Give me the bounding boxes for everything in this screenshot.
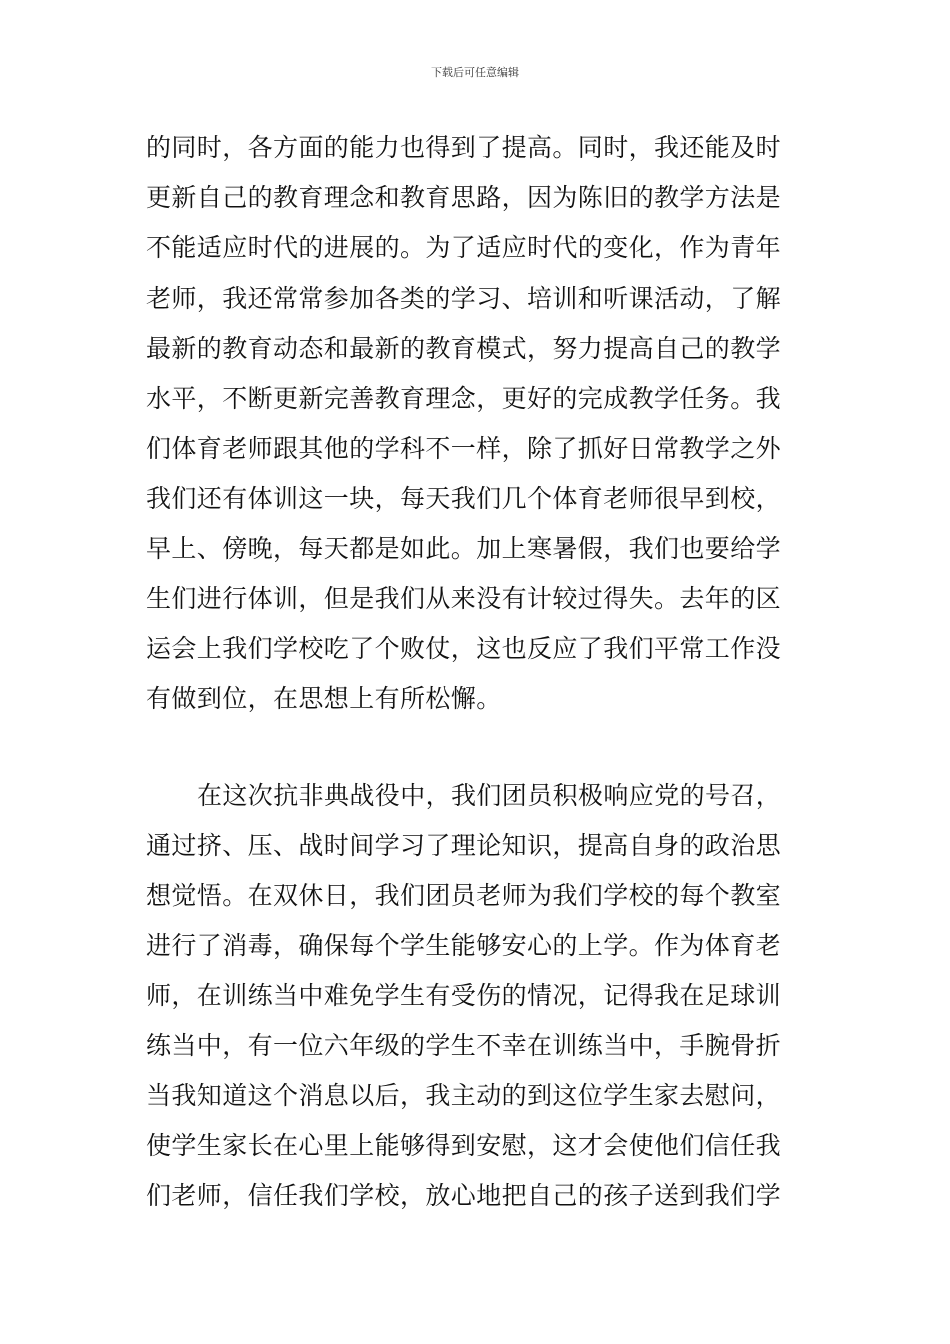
page-header: 下载后可任意编辑: [431, 66, 519, 79]
paragraph-line: 生们进行体训，但是我们从来没有计较过得失。去年的区: [146, 584, 782, 613]
paragraph-line: 师，在训练当中难免学生有受伤的情况，记得我在足球训: [146, 981, 782, 1010]
paragraph-line: 使学生家长在心里上能够得到安慰，这才会使他们信任我: [146, 1131, 782, 1160]
paragraph-line: 的同时，各方面的能力也得到了提高。同时，我还能及时: [146, 133, 782, 162]
paragraph-line: 进行了消毒，确保每个学生能够安心的上学。作为体育老: [146, 931, 782, 960]
paragraph-line: 更新自己的教育理念和教育思路，因为陈旧的教学方法是: [146, 183, 782, 212]
paragraph-line: 不能适应时代的进展的。为了适应时代的变化，作为青年: [146, 233, 782, 262]
paragraph-line: 当我知道这个消息以后，我主动的到这位学生家去慰问，: [146, 1081, 782, 1110]
paragraph-line: 通过挤、压、战时间学习了理论知识，提高自身的政治思: [146, 831, 782, 860]
paragraph-line: 最新的教育动态和最新的教育模式，努力提高自己的教学: [146, 334, 782, 363]
paragraph-line: 们老师，信任我们学校，放心地把自己的孩子送到我们学: [146, 1181, 782, 1210]
paragraph-line: 早上、傍晚，每天都是如此。加上寒暑假，我们也要给学: [146, 534, 782, 563]
paragraph-line: 有做到位，在思想上有所松懈。: [146, 684, 502, 713]
paragraph-line: 老师，我还常常参加各类的学习、培训和听课活动，了解: [146, 284, 782, 313]
paragraph-line: 练当中，有一位六年级的学生不幸在训练当中，手腕骨折: [146, 1031, 782, 1060]
paragraph-line: 们体育老师跟其他的学科不一样，除了抓好日常教学之外: [146, 434, 782, 463]
paragraph-line: 在这次抗非典战役中，我们团员积极响应党的号召，: [197, 781, 782, 810]
paragraph-line: 水平，不断更新完善教育理念，更好的完成教学任务。我: [146, 384, 782, 413]
paragraph-line: 运会上我们学校吃了个败仗，这也反应了我们平常工作没: [146, 634, 782, 663]
paragraph-line: 想觉悟。在双休日，我们团员老师为我们学校的每个教室: [146, 881, 782, 910]
paragraph-line: 我们还有体训这一块，每天我们几个体育老师很早到校，: [146, 484, 782, 513]
